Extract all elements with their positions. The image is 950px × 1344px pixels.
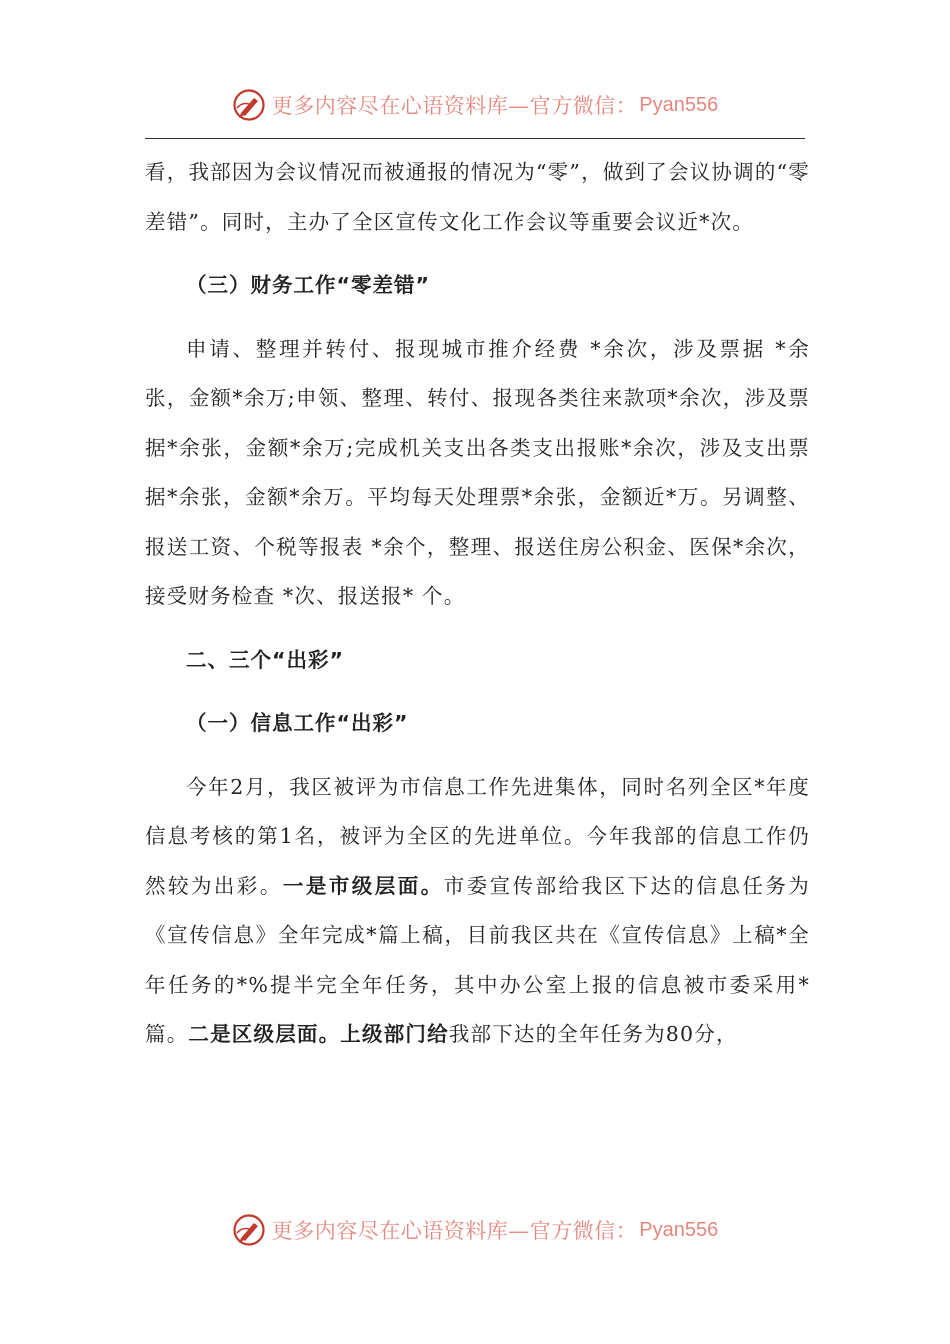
footer-banner-text: 更多内容尽在心语资料库—官方微信： bbox=[271, 1219, 638, 1243]
info-district-level-label: 二是区级层面。上级部门给 bbox=[188, 1022, 449, 1046]
info-city-level-label: 一是市级层面。 bbox=[282, 873, 444, 898]
header-divider bbox=[145, 138, 805, 139]
info-intro-text: 今年2月，我区被评为市信息工作先进集体，同时名列全区*年度信息考核的第1名，被评为全区的先进单位。今年我部的信息工作仍然较为出彩。 bbox=[145, 774, 810, 898]
info-city-level-text: 市委宣传部给我区下达的信息任务为《宣传信息》全年完成*篇上稿，目前我区共在《宣传信息》上稿*全年任务的*%提半完全年任务，其中办公室上报的信息被市委采用*篇。 bbox=[145, 873, 811, 1046]
pen-logo-icon bbox=[232, 1213, 266, 1247]
paragraph-meeting-continued: 看，我部因为会议情况而被通报的情况为“零”，做到了会议协调的“零差错”。同时，主办了全区宣传文化工作会议等重要会议近*次。 bbox=[145, 160, 810, 234]
footer-banner bbox=[0, 1210, 950, 1250]
info-district-level-text: 我部下达的全年任务为80分， bbox=[448, 1022, 738, 1046]
paragraph-finance: 申请、整理并转付、报现城市推介经费 *余次，涉及票据 *余张，金额*余万;申领、整理、转付、报现各类往来款项*余次，涉及票据*余张，金额*余万;完成机关支出各类支出报账*余次，涉及支出票据*余张，金额*余万。平均每天处理票*余张，金额近*万。另调整、报送工资、个税等报表 *余个，整理、报送住房公积金、医保*余次，接受财务检查 *次、报送报* 个。 bbox=[145, 336, 810, 608]
document-body bbox=[145, 148, 810, 1060]
footer-wechat-id: Pyan556 bbox=[639, 1218, 719, 1241]
heading-info-work: （一）信息工作“出彩” bbox=[186, 711, 409, 735]
header-banner bbox=[0, 85, 950, 125]
header-banner-text: 更多内容尽在心语资料库—官方微信： bbox=[271, 94, 638, 118]
heading-finance: （三）财务工作“零差错” bbox=[186, 273, 430, 297]
pen-logo-icon bbox=[232, 88, 266, 122]
header-wechat-id: Pyan556 bbox=[639, 93, 719, 116]
heading-section-two: 二、三个“出彩” bbox=[186, 647, 344, 672]
paragraph-info-work bbox=[145, 763, 810, 1060]
